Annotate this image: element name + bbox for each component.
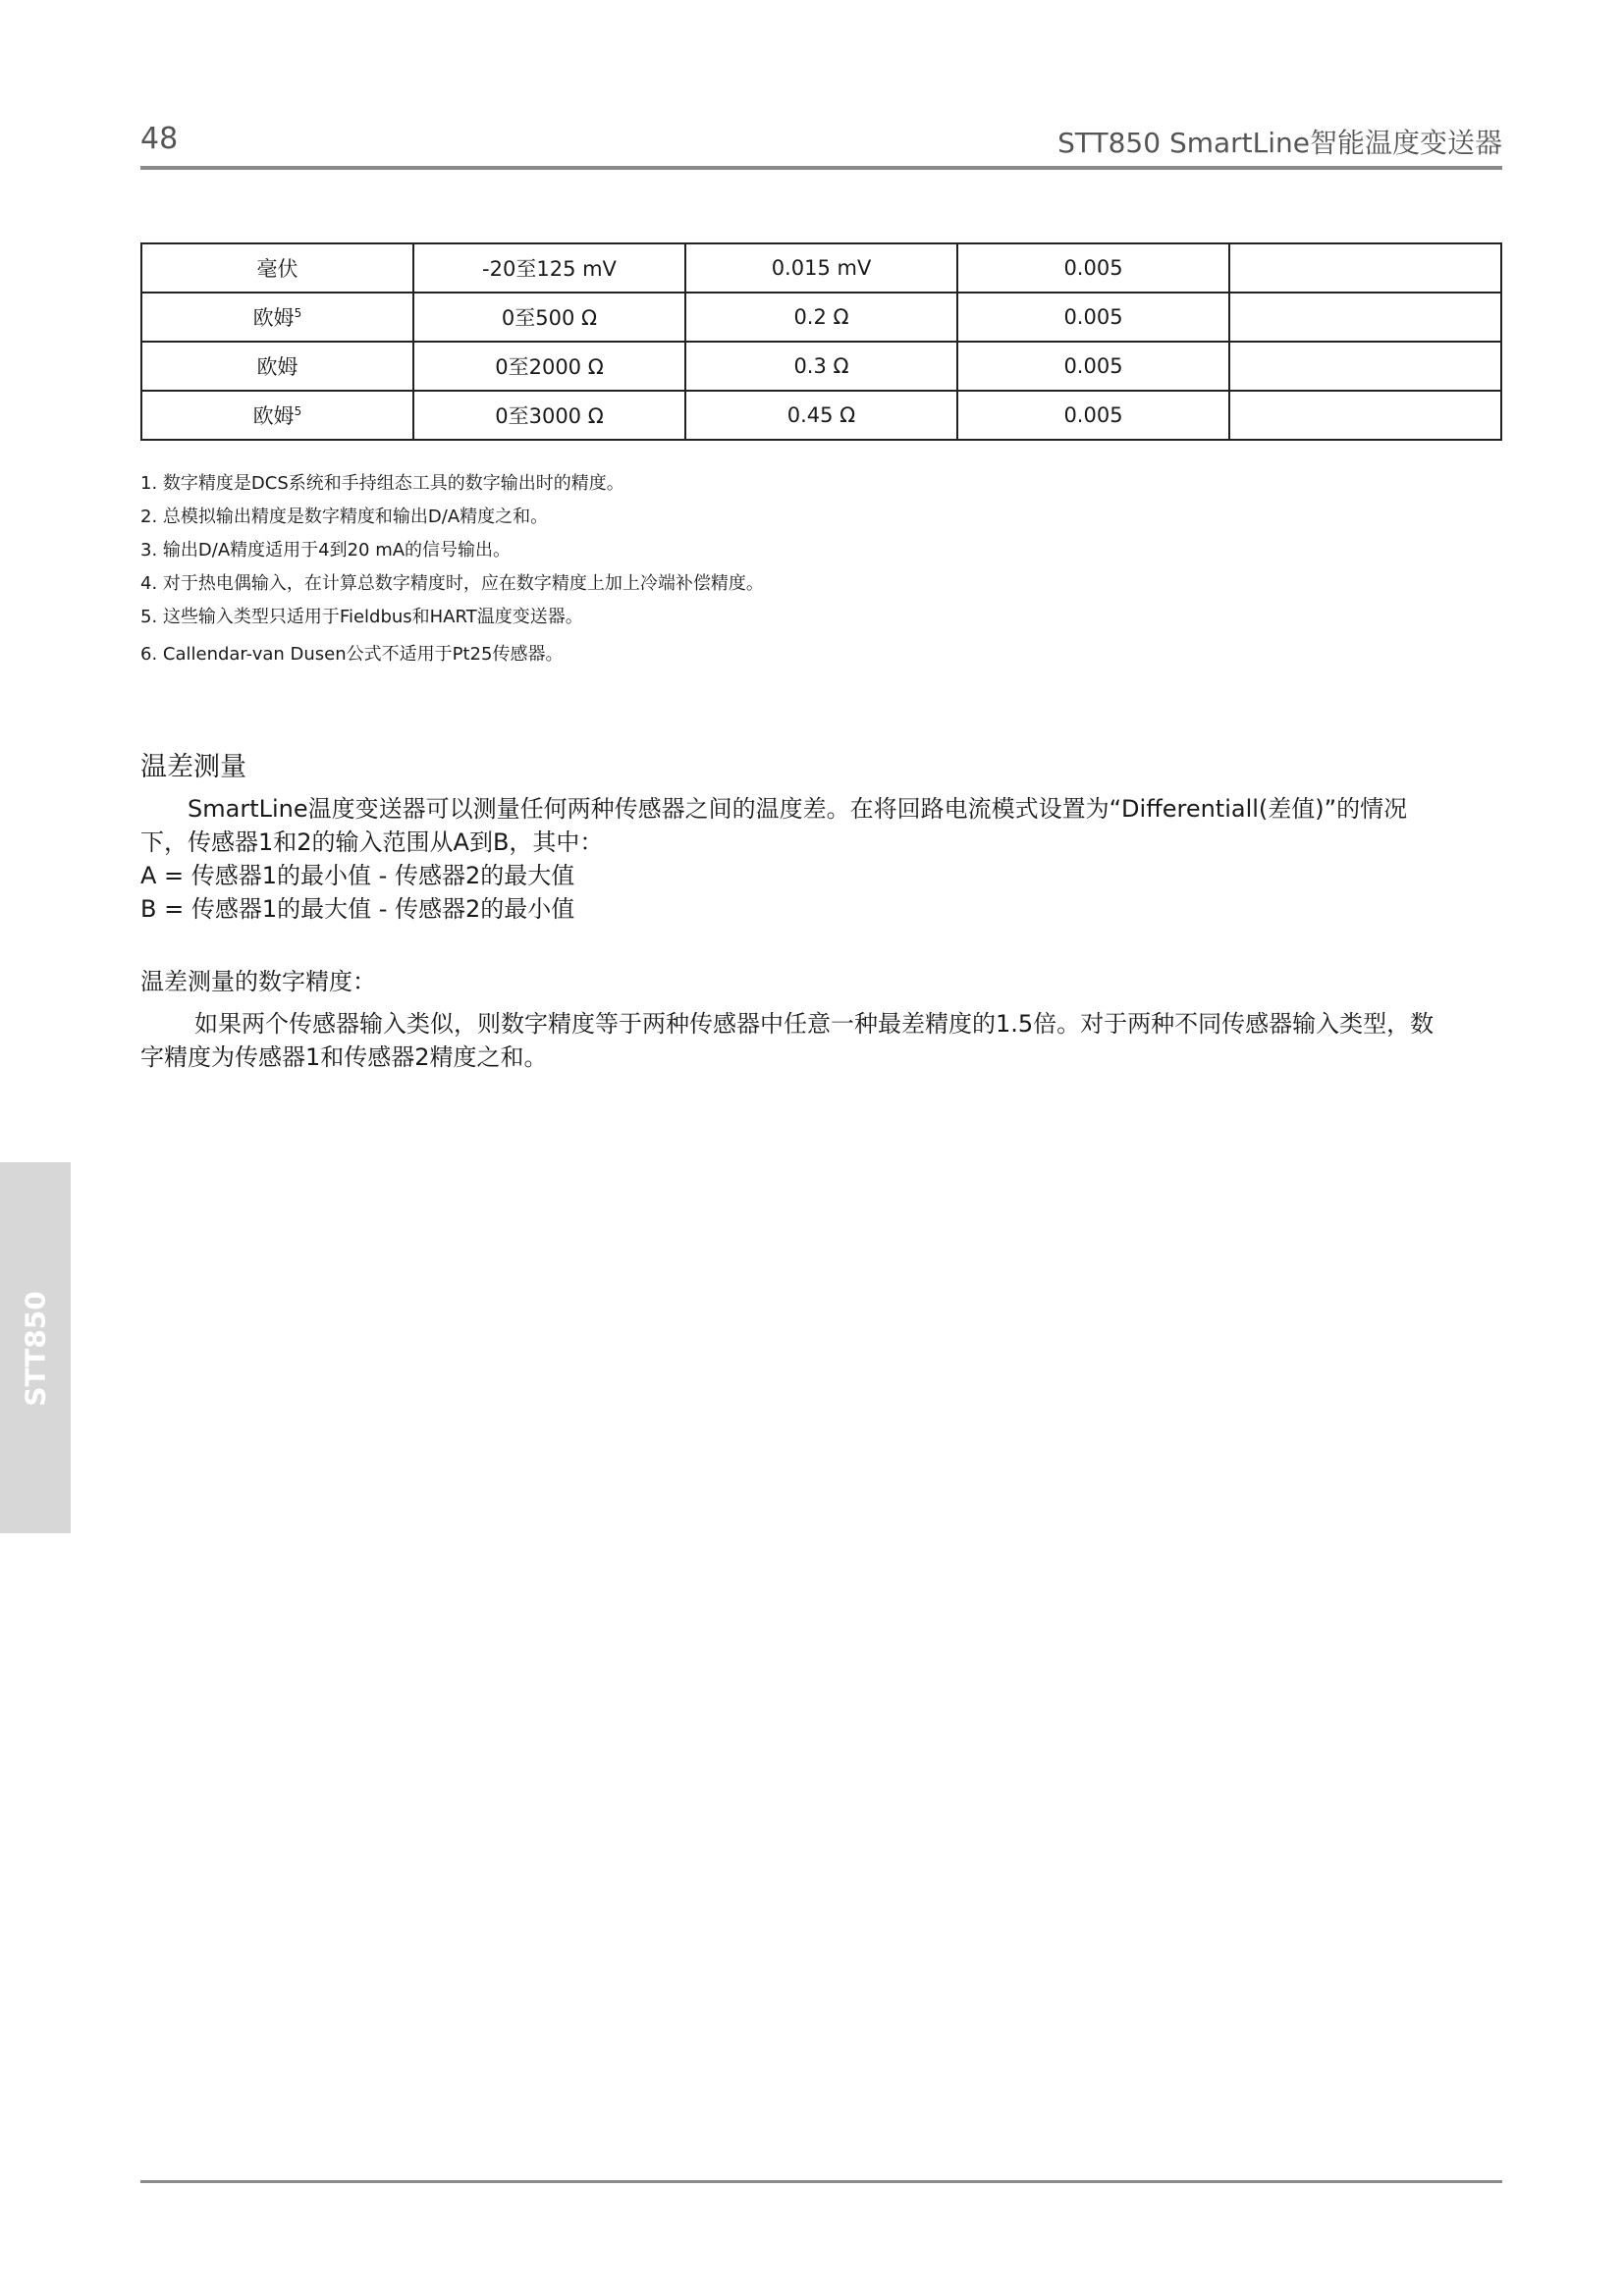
table-cell-accuracy: 0.3 Ω (685, 342, 957, 391)
table-cell-accuracy: 0.2 Ω (685, 293, 957, 342)
table-cell-accuracy: 0.45 Ω (685, 391, 957, 440)
paragraph-line: 下，传感器1和2的输入范围从A到B，其中： (140, 828, 604, 856)
table-cell-type (141, 391, 413, 440)
table-cell-extra (1229, 391, 1501, 440)
table-cell-accuracy: 0.015 mV (685, 243, 957, 293)
table-cell-range: -20至125 mV (413, 243, 685, 293)
formula-b: B = 传感器1的最大值 - 传感器2的最小值 (140, 895, 575, 923)
table-row (141, 293, 1501, 342)
footnote-mark: 5 (294, 404, 302, 418)
subheading: 温差测量的数字精度： (140, 968, 376, 995)
table-row (141, 391, 1501, 440)
table-cell-extra (1229, 342, 1501, 391)
table-cell-type (141, 243, 413, 293)
footnote-mark: 5 (294, 306, 302, 320)
cell-text: 欧姆 (252, 404, 295, 428)
table-cell-extra (1229, 293, 1501, 342)
cell-text: 欧姆 (256, 355, 298, 379)
paragraph-line: 如果两个传感器输入类似，则数字精度等于两种传感器中任意一种最差精度的1.5倍。对于两种不同传感器输入类型，数 (194, 1010, 1435, 1038)
intro-paragraph (140, 792, 1505, 926)
table-row (141, 342, 1501, 391)
footnote: 4. 对于热电偶输入，在计算总数字精度时，应在数字精度上加上冷端补偿精度。 (140, 573, 764, 594)
section-heading: 温差测量 (140, 752, 246, 782)
footnote: 3. 输出D/A精度适用于4到20 mA的信号输出。 (140, 540, 512, 561)
footer-divider (140, 2180, 1502, 2183)
header-divider (140, 166, 1502, 170)
footnote: 5. 这些输入类型只适用于Fieldbus和HART温度变送器。 (140, 607, 583, 627)
cell-text: 欧姆 (252, 306, 295, 330)
footnote: 6. Callendar-van Dusen公式不适用于Pt25传感器。 (140, 644, 564, 665)
table-cell-per-degree: 0.005 (957, 243, 1229, 293)
table-cell-range: 0至500 Ω (413, 293, 685, 342)
accuracy-paragraph (140, 1007, 1505, 1074)
cell-text: 毫伏 (256, 257, 298, 281)
formula-a: A = 传感器1的最小值 - 传感器2的最大值 (140, 862, 575, 889)
table-cell-per-degree: 0.005 (957, 342, 1229, 391)
table-cell-per-degree: 0.005 (957, 391, 1229, 440)
paragraph-line: 字精度为传感器1和传感器2精度之和。 (140, 1043, 548, 1071)
table-footnotes (140, 467, 1505, 671)
table-row (141, 243, 1501, 293)
table-cell-range: 0至3000 Ω (413, 391, 685, 440)
table-cell-per-degree: 0.005 (957, 293, 1229, 342)
table-cell-range: 0至2000 Ω (413, 342, 685, 391)
side-tab-label: STT850 (19, 1291, 52, 1407)
document-title: STT850 SmartLine智能温度变送器 (1057, 127, 1502, 159)
side-tab (0, 1162, 71, 1533)
footnote: 1. 数字精度是DCS系统和手持组态工具的数字输出时的精度。 (140, 473, 624, 494)
table-cell-type (141, 342, 413, 391)
paragraph-line: SmartLine温度变送器可以测量任何两种传感器之间的温度差。在将回路电流模式设置为“Differentiall(差值)”的情况 (188, 795, 1408, 823)
table-cell-extra (1229, 243, 1501, 293)
table-cell-type (141, 293, 413, 342)
accuracy-table (140, 242, 1502, 441)
footnote: 2. 总模拟输出精度是数字精度和输出D/A精度之和。 (140, 507, 549, 527)
page-number: 48 (140, 122, 179, 156)
